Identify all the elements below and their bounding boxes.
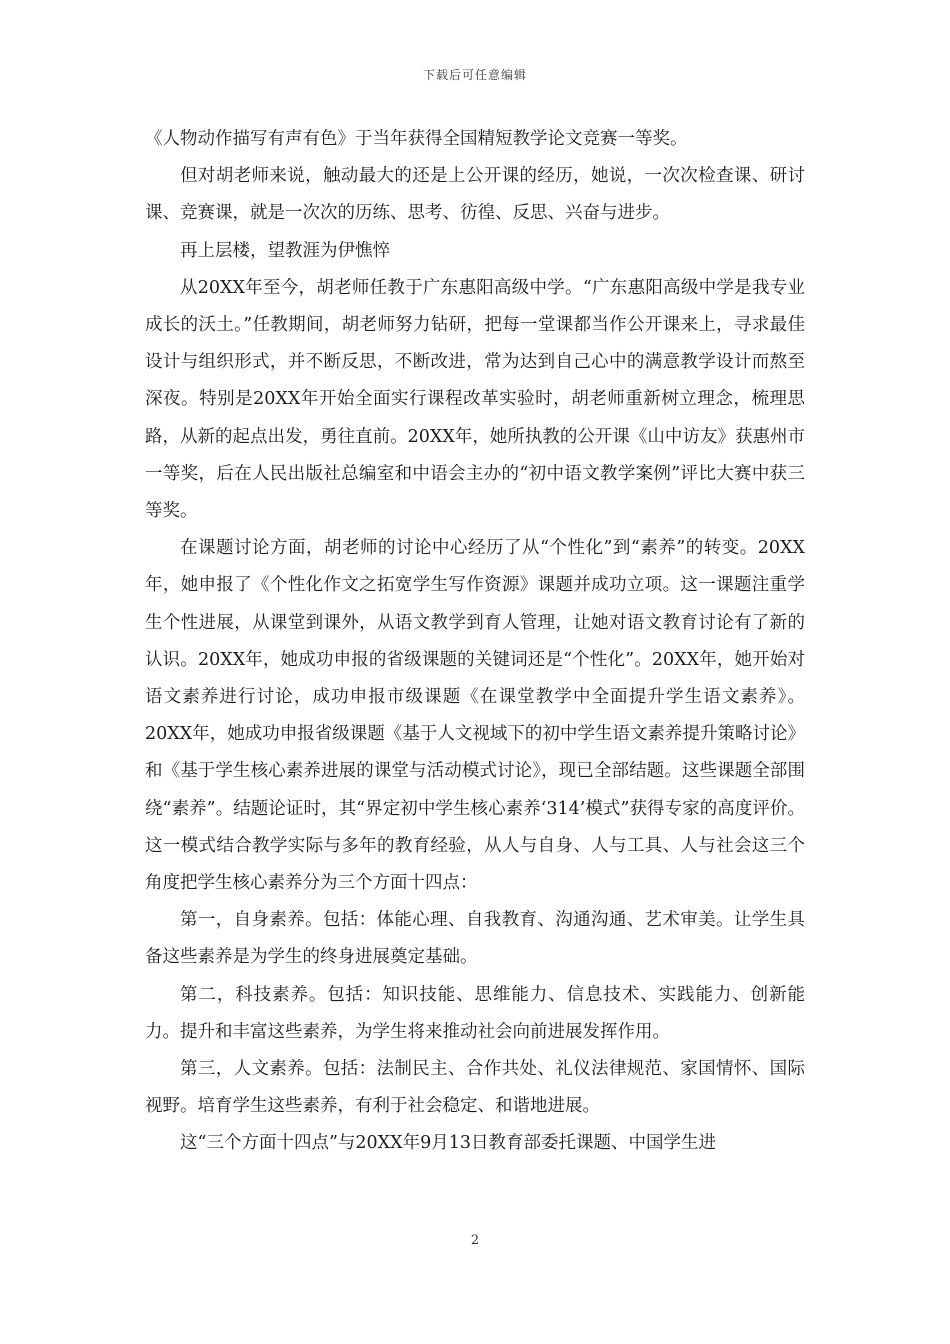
paragraph: 这“三个方面十四点”与20XX年9月13日教育部委托课题、中国学生进 bbox=[180, 1133, 716, 1154]
paragraph: 第二，科技素养。包括：知识技能、思维能力、信息技术、实践能力、创新能力。提升和丰富这些素养，为学生将来推动社会向前进展发挥作用。 bbox=[145, 984, 805, 1042]
paragraph: 第一，自身素养。包括：体能心理、自我教育、沟通沟通、艺术审美。让学生具备这些素养是为学生的终身进展奠定基础。 bbox=[145, 910, 805, 968]
page-header: 下载后可任意编辑 bbox=[422, 68, 527, 82]
paragraph: 第三，人文素养。包括：法制民主、合作共处、礼仪法律规范、家国情怀、国际视野。培育学生这些素养，有利于社会稳定、和谐地进展。 bbox=[145, 1059, 805, 1117]
paragraph: 从20XX年至今，胡老师任教于广东惠阳高级中学。“广东惠阳高级中学是我专业成长的沃土。”任教期间，胡老师努力钻研，把每一堂课都当作公开课来上，寻求最佳设计与组织形式，并不断反思，不断改进，常为达到自己心中的满意教学设计而熬至深夜。特别是20XX年开始全面实行课程改革实验时，胡老师重新树立理念，梳理思路，从新的起点出发，勇往直前。20XX年，她所执教的公开课《山中访友》获惠州市一等奖，后在人民出版社总编室和中语会主办的“初中语文教学案例”评比大赛中获三等奖。 bbox=[145, 277, 805, 522]
paragraph: 但对胡老师来说，触动最大的还是上公开课的经历，她说，一次次检查课、研讨课、竞赛课，就是一次次的历练、思考、彷徨、反思、兴奋与进步。 bbox=[145, 166, 805, 224]
paragraph: 《人物动作描写有声有色》于当年获得全国精短教学论文竞赛一等奖。 bbox=[145, 129, 688, 149]
document-body bbox=[145, 121, 805, 1163]
section-heading: 再上层楼，望教涯为伊憔悴 bbox=[180, 240, 390, 261]
paragraph: 在课题讨论方面，胡老师的讨论中心经历了从“个性化”到“素养”的转变。20XX年，她申报了《个性化作文之拓宽学生写作资源》课题并成功立项。这一课题注重学生个性进展，从课堂到课外，从语文教学到育人管理，让她对语文教育讨论有了新的认识。20XX年，她成功申报的省级课题的关键词还是“个性化”。20XX年，她开始对语文素养进行讨论，成功申报市级课题《在课堂教学中全面提升学生语文素养》。20XX年，她成功申报省级课题《基于人文视域下的初中学生语文素养提升策略讨论》和《基于学生核心素养进展的课堂与活动模式讨论》，现已全部结题。这些课题全部围绕“素养”。结题论证时，其“界定初中学生核心素养‘314’模式”获得专家的高度评价。这一模式结合教学实际与多年的教育经验，从人与自身、人与工具、人与社会这三个角度把学生核心素养分为三个方面十四点： bbox=[145, 538, 805, 894]
page-number: 2 bbox=[470, 1233, 480, 1248]
